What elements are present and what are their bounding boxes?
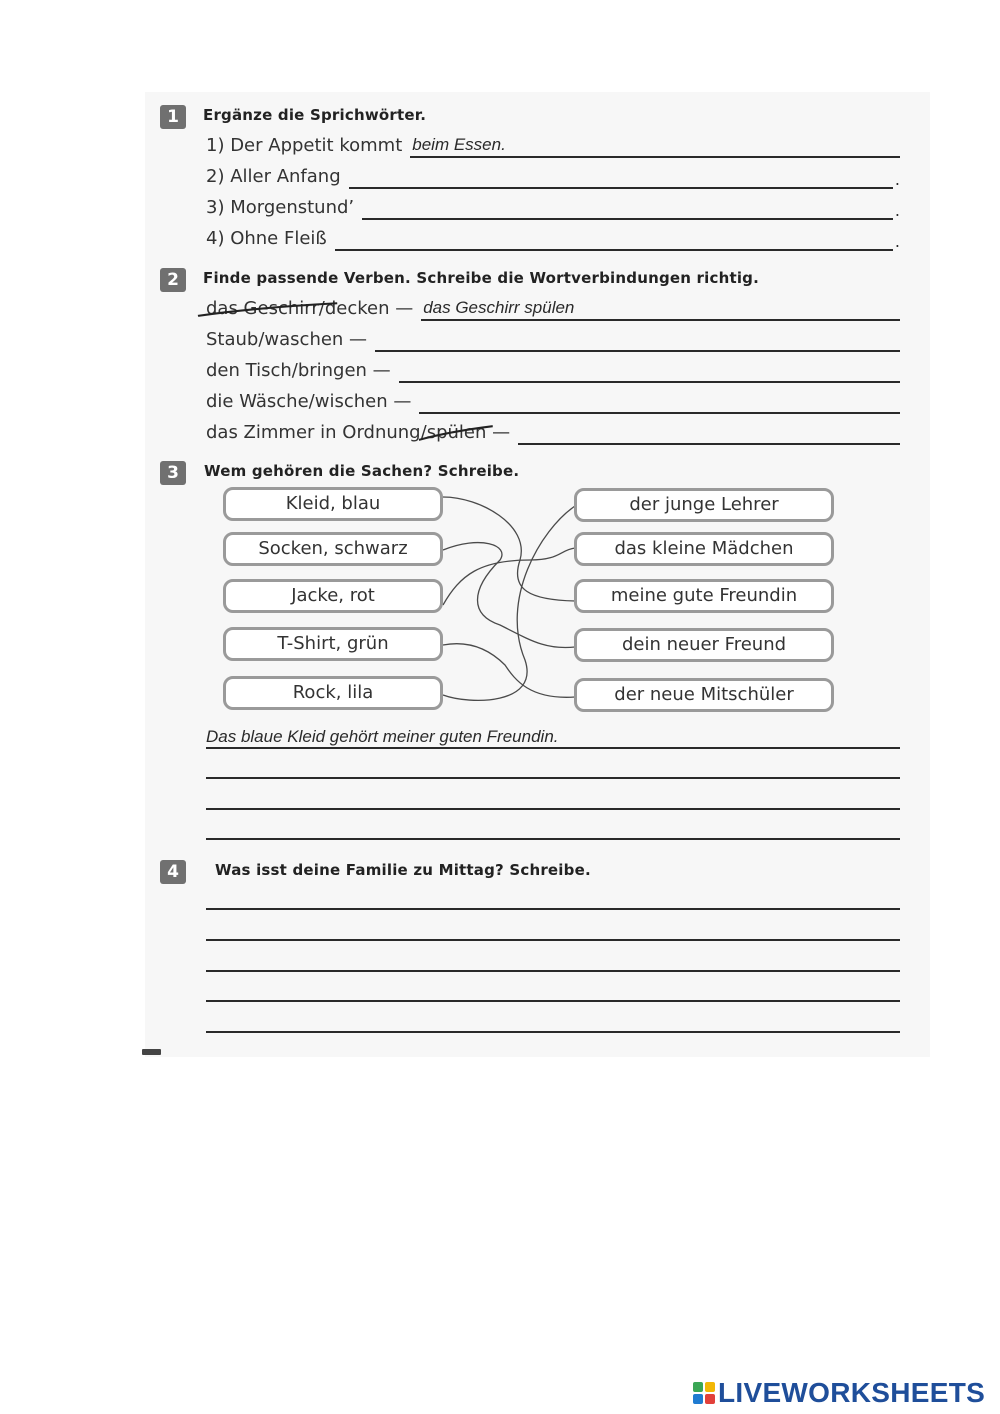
proverb-3-text: 3) Morgenstund’	[206, 197, 355, 218]
logo-tile-red	[705, 1394, 715, 1404]
exercise-1-heading: Ergänze die Sprichwörter.	[203, 106, 427, 124]
exercise-3-heading: Wem gehören die Sachen? Schreibe.	[204, 462, 520, 480]
match-left-2[interactable]: Socken, schwarz	[223, 532, 443, 566]
match-right-2[interactable]: das kleine Mädchen	[574, 532, 834, 566]
verb-2-text: Staub/waschen —	[206, 329, 368, 350]
exercise-2-number: 2	[160, 268, 186, 292]
logo-tile-yellow	[705, 1382, 715, 1392]
page-marker	[142, 1049, 161, 1055]
brand-name: LIVEWORKSHEETS	[718, 1377, 986, 1408]
verb-5-text: das Zimmer in Ordnung/spülen —	[206, 422, 511, 443]
proverb-4-period: .	[894, 232, 900, 251]
crossed-word: das Geschirr	[206, 298, 319, 319]
match-right-5[interactable]: der neue Mitschüler	[574, 678, 834, 712]
match-right-3[interactable]: meine gute Freundin	[574, 579, 834, 613]
verb-1-text: das Geschirr /decken —	[206, 298, 413, 321]
match-left-4[interactable]: T-Shirt, grün	[223, 627, 443, 661]
exercise-3-number: 3	[160, 461, 186, 485]
sentence-line-3[interactable]	[206, 808, 900, 810]
crossed-word: spülen	[427, 422, 487, 443]
exercise-4-heading: Was isst deine Familie zu Mittag? Schreibe.	[215, 861, 591, 879]
proverb-1-answer: beim Essen.	[412, 135, 506, 154]
exercise-4-number: 4	[160, 860, 186, 884]
sentence-line-2[interactable]	[206, 777, 900, 779]
writing-line-5[interactable]	[206, 1031, 900, 1033]
liveworksheets-icon	[693, 1382, 715, 1404]
logo-tile-green	[693, 1382, 703, 1392]
writing-line-3[interactable]	[206, 970, 900, 972]
match-left-5[interactable]: Rock, lila	[223, 676, 443, 710]
proverb-4-text: 4) Ohne Fleiß	[206, 228, 327, 249]
proverb-2-period: .	[894, 170, 900, 189]
example-sentence: Das blaue Kleid gehört meiner guten Freundin.	[206, 727, 559, 746]
match-left-3[interactable]: Jacke, rot	[223, 579, 443, 613]
sentence-line-4[interactable]	[206, 838, 900, 840]
proverb-2-text: 2) Aller Anfang	[206, 166, 341, 187]
verb-4-text: die Wäsche/wischen —	[206, 391, 412, 412]
writing-line-2[interactable]	[206, 939, 900, 941]
verb-3-text: den Tisch/bringen —	[206, 360, 391, 381]
match-right-1[interactable]: der junge Lehrer	[574, 488, 834, 522]
verb-1-answer: das Geschirr spülen	[423, 298, 575, 317]
match-right-4[interactable]: dein neuer Freund	[574, 628, 834, 662]
exercise-2-heading: Finde passende Verben. Schreibe die Wortverbindungen richtig.	[203, 269, 760, 287]
match-left-1[interactable]: Kleid, blau	[223, 487, 443, 521]
exercise-1-number: 1	[160, 105, 186, 129]
liveworksheets-logo	[693, 1377, 985, 1409]
writing-line-4[interactable]	[206, 1000, 900, 1002]
proverb-3-period: .	[894, 201, 900, 220]
proverb-1-text: 1) Der Appetit kommt	[206, 135, 403, 156]
writing-line-1[interactable]	[206, 908, 900, 910]
sentence-line-1[interactable]	[206, 727, 900, 749]
logo-tile-blue	[693, 1394, 703, 1404]
